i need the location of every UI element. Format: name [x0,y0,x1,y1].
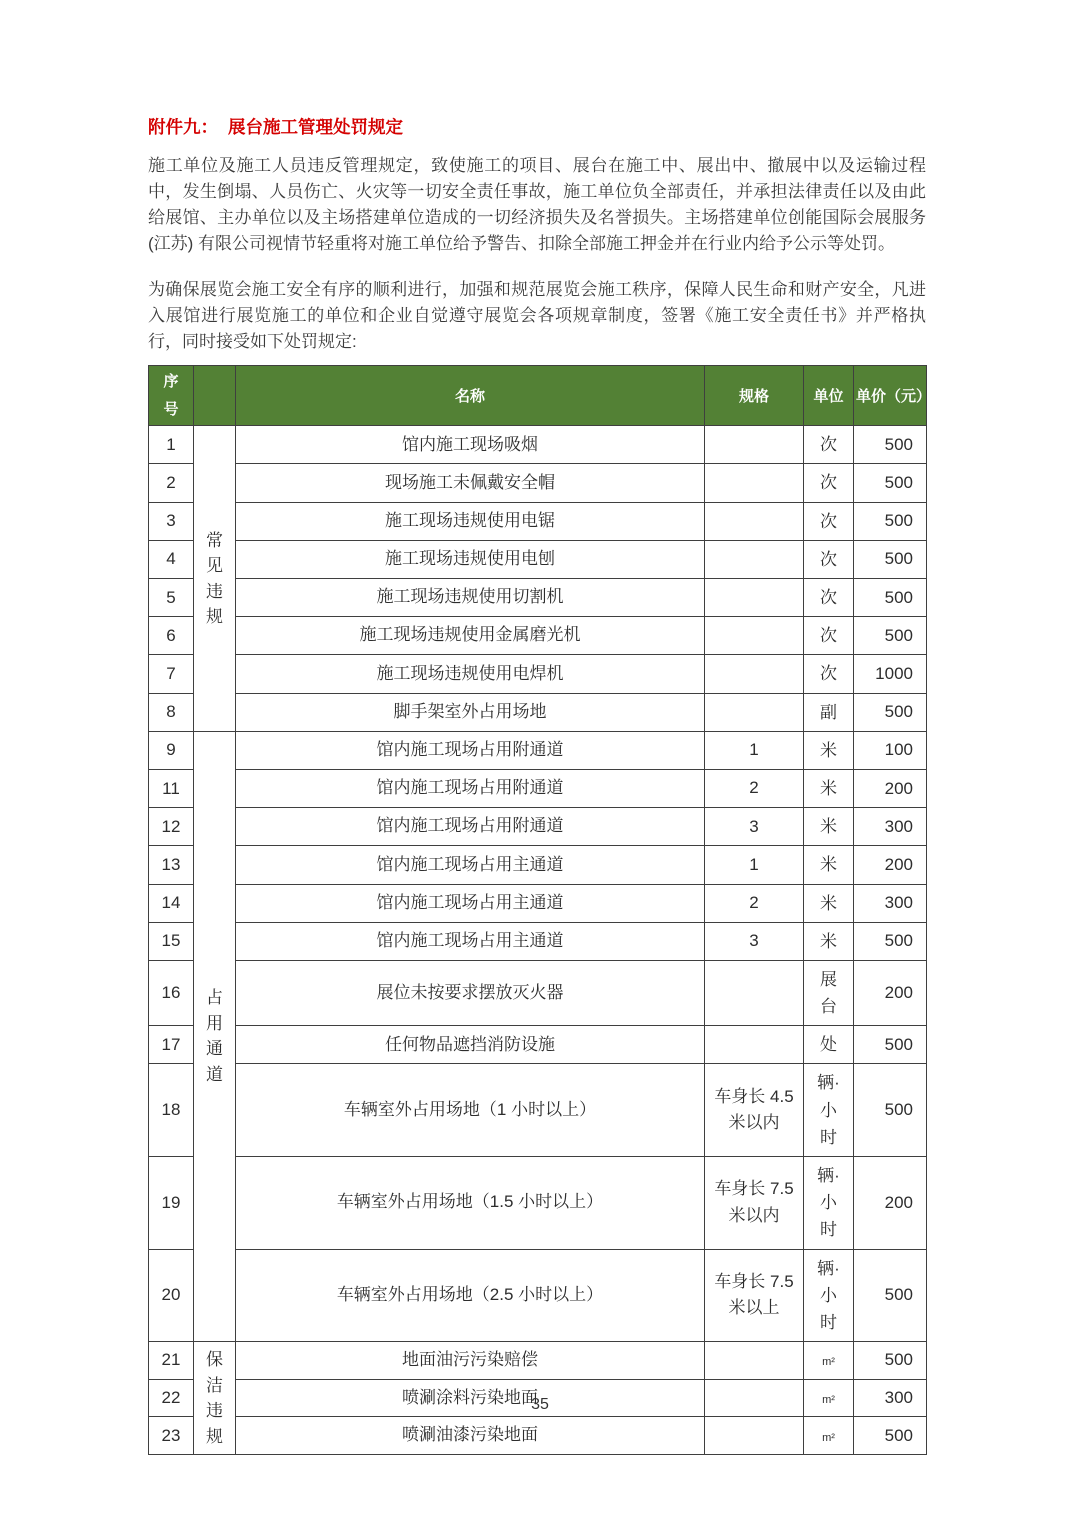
row-number: 3 [149,502,194,540]
violation-price: 500 [854,579,927,617]
violation-price: 300 [854,808,927,846]
violation-price: 500 [854,426,927,464]
row-number: 9 [149,731,194,769]
table-row [149,540,927,578]
violation-unit-text: 辆·小时 [817,1073,840,1147]
violation-unit-text: 辆·小时 [817,1258,840,1332]
table-row [149,693,927,731]
document-content [148,116,932,1455]
violation-name: 车辆室外占用场地（1 小时以上） [236,1064,705,1157]
violation-unit [804,1417,854,1455]
table-row [149,769,927,807]
violation-unit [804,846,854,884]
violation-unit-text: m² [822,1394,835,1407]
row-number: 2 [149,464,194,502]
header-price: 单价（元） [854,365,927,426]
category-label: 占用通道 [205,988,223,1084]
violation-spec: 车身长 7.5 米以上 [705,1249,804,1342]
violation-unit-text: 展台 [819,969,837,1017]
violation-unit [804,731,854,769]
row-number: 7 [149,655,194,693]
violation-price: 500 [854,1249,927,1342]
category-cell [194,426,236,732]
violation-name: 施工现场违规使用电锯 [236,502,705,540]
category-label: 常见违规 [205,530,223,626]
row-number: 5 [149,579,194,617]
row-number: 22 [149,1379,194,1417]
violation-spec: 1 [705,846,804,884]
violation-price: 500 [854,1026,927,1064]
violation-name: 展位未按要求摆放灭火器 [236,960,705,1025]
violation-price: 500 [854,1064,927,1157]
violation-unit [804,426,854,464]
violation-unit-text: 次 [820,511,837,531]
violation-name: 施工现场违规使用金属磨光机 [236,617,705,655]
penalty-table [148,365,932,1455]
violation-spec [705,1026,804,1064]
violation-unit-text: 米 [820,931,837,951]
violation-unit-text: 次 [820,549,837,569]
violation-spec [705,617,804,655]
category-label: 保洁违规 [205,1350,223,1446]
table-row [149,1249,927,1342]
attachment-title-label: 附件九： [148,117,218,137]
table-row [149,922,927,960]
violation-name: 地面油污污染赔偿 [236,1342,705,1380]
violation-price: 500 [854,1417,927,1455]
row-number: 8 [149,693,194,731]
violation-unit-text: 米 [820,817,837,837]
violation-price: 200 [854,769,927,807]
violation-spec [705,426,804,464]
header-no: 序号 [149,365,194,426]
violation-spec: 车身长 7.5 米以内 [705,1157,804,1250]
violation-name: 车辆室外占用场地（2.5 小时以上） [236,1249,705,1342]
category-cell [194,731,236,1341]
violation-unit-text: 米 [820,893,837,913]
table-row [149,579,927,617]
page-number: 35 [531,1396,549,1413]
attachment-title [148,116,926,139]
row-number: 19 [149,1157,194,1250]
violation-name: 馆内施工现场占用附通道 [236,808,705,846]
violation-unit [804,1342,854,1380]
violation-name: 馆内施工现场占用主通道 [236,922,705,960]
violation-name: 现场施工未佩戴安全帽 [236,464,705,502]
violation-unit-text: m² [822,1431,835,1444]
violation-name: 喷涮油漆污染地面 [236,1417,705,1455]
header-unit: 单位 [804,365,854,426]
violation-price: 100 [854,731,927,769]
row-number: 6 [149,617,194,655]
violation-spec: 3 [705,922,804,960]
violation-name: 馆内施工现场占用附通道 [236,731,705,769]
violation-price: 1000 [854,655,927,693]
violation-price: 200 [854,846,927,884]
violation-price: 300 [854,884,927,922]
violation-unit [804,1026,854,1064]
table-row [149,502,927,540]
violation-unit-text: 次 [820,664,837,684]
intro-paragraph-2: 为确保展览会施工安全有序的顺利进行，加强和规范展览会施工秩序，保障人民生命和财产安全，凡进入展馆进行展览施工的单位和企业自觉遵守展览会各项规章制度，签署《施工安全责任书》并严格执行，同时接受如下处罚规定: [148,279,926,351]
violation-unit-text: 米 [820,855,837,875]
violation-name: 馆内施工现场占用主通道 [236,846,705,884]
violation-name: 馆内施工现场吸烟 [236,426,705,464]
violation-spec [705,655,804,693]
row-number: 15 [149,922,194,960]
table-row [149,1342,927,1380]
violation-unit [804,655,854,693]
violation-unit [804,464,854,502]
violation-spec [705,502,804,540]
table-row [149,655,927,693]
violation-name: 施工现场违规使用切割机 [236,579,705,617]
violation-unit [804,1064,854,1157]
violation-price: 500 [854,540,927,578]
violation-name: 任何物品遮挡消防设施 [236,1026,705,1064]
violation-unit-text: 次 [820,435,837,455]
row-number: 21 [149,1342,194,1380]
table-row [149,731,927,769]
table-row [149,1157,927,1250]
table-header-row [149,365,927,426]
violation-spec: 1 [705,731,804,769]
violation-unit [804,1157,854,1250]
intro-paragraph-1: 施工单位及施工人员违反管理规定，致使施工的项目、展台在施工中、展出中、撤展中以及运输过程中，发生倒塌、人员伤亡、火灾等一切安全责任事故，施工单位负全部责任，并承担法律责任以及由此给展馆、主办单位以及主场搭建单位造成的一切经济损失及名誉损失。主场搭建单位创能国际会展服务 (江苏) 有限公司视情节轻重将对施工单位给予警告、扣除全部施工押金并在行业内给予公示等处罚。 [148,155,926,253]
row-number: 14 [149,884,194,922]
violation-price: 500 [854,464,927,502]
penalty-table-body [149,426,927,1455]
violation-spec: 2 [705,884,804,922]
table-row [149,617,927,655]
header-name: 名称 [236,365,705,426]
violation-unit-text: 米 [820,740,837,760]
row-number: 17 [149,1026,194,1064]
header-spec: 规格 [705,365,804,426]
table-row [149,464,927,502]
violation-name: 施工现场违规使用电焊机 [236,655,705,693]
violation-unit [804,884,854,922]
table-row [149,960,927,1025]
row-number: 1 [149,426,194,464]
violation-name: 喷涮涂料污染地面 [236,1379,705,1417]
table-row [149,808,927,846]
table-row [149,884,927,922]
violation-unit-text: m² [822,1356,835,1369]
row-number: 23 [149,1417,194,1455]
row-number: 20 [149,1249,194,1342]
violation-unit [804,1249,854,1342]
violation-unit-text: 处 [820,1035,837,1055]
row-number: 11 [149,769,194,807]
violation-spec [705,540,804,578]
violation-unit [804,693,854,731]
violation-name: 馆内施工现场占用主通道 [236,884,705,922]
violation-spec: 车身长 4.5 米以内 [705,1064,804,1157]
violation-spec [705,1417,804,1455]
violation-name: 馆内施工现场占用附通道 [236,769,705,807]
table-row [149,426,927,464]
violation-price: 500 [854,922,927,960]
violation-unit [804,502,854,540]
violation-unit [804,540,854,578]
violation-unit [804,579,854,617]
violation-unit-text: 次 [820,473,837,493]
violation-name: 车辆室外占用场地（1.5 小时以上） [236,1157,705,1250]
row-number: 12 [149,808,194,846]
table-row [149,846,927,884]
header-category [194,365,236,426]
table-row [149,1026,927,1064]
violation-unit [804,808,854,846]
violation-name: 施工现场违规使用电刨 [236,540,705,578]
violation-spec: 3 [705,808,804,846]
violation-price: 500 [854,617,927,655]
violation-spec [705,960,804,1025]
row-number: 13 [149,846,194,884]
violation-price: 500 [854,1342,927,1380]
violation-unit-text: 米 [820,778,837,798]
violation-spec [705,579,804,617]
violation-unit [804,769,854,807]
violation-spec [705,1342,804,1380]
attachment-title-text: 展台施工管理处罚规定 [228,117,403,137]
row-number: 4 [149,540,194,578]
violation-name: 脚手架室外占用场地 [236,693,705,731]
violation-unit [804,960,854,1025]
violation-spec: 2 [705,769,804,807]
violation-price: 500 [854,502,927,540]
violation-unit-text: 辆·小时 [817,1166,840,1240]
violation-spec [705,693,804,731]
violation-unit [804,922,854,960]
violation-price: 200 [854,960,927,1025]
violation-spec [705,464,804,502]
table-row [149,1417,927,1455]
row-number: 16 [149,960,194,1025]
violation-price: 300 [854,1379,927,1417]
violation-price: 500 [854,693,927,731]
violation-unit-text: 次 [820,626,837,646]
violation-unit-text: 次 [820,588,837,607]
violation-price: 200 [854,1157,927,1250]
violation-unit-text: 副 [820,702,837,722]
row-number: 18 [149,1064,194,1157]
table-row [149,1064,927,1157]
violation-unit [804,617,854,655]
